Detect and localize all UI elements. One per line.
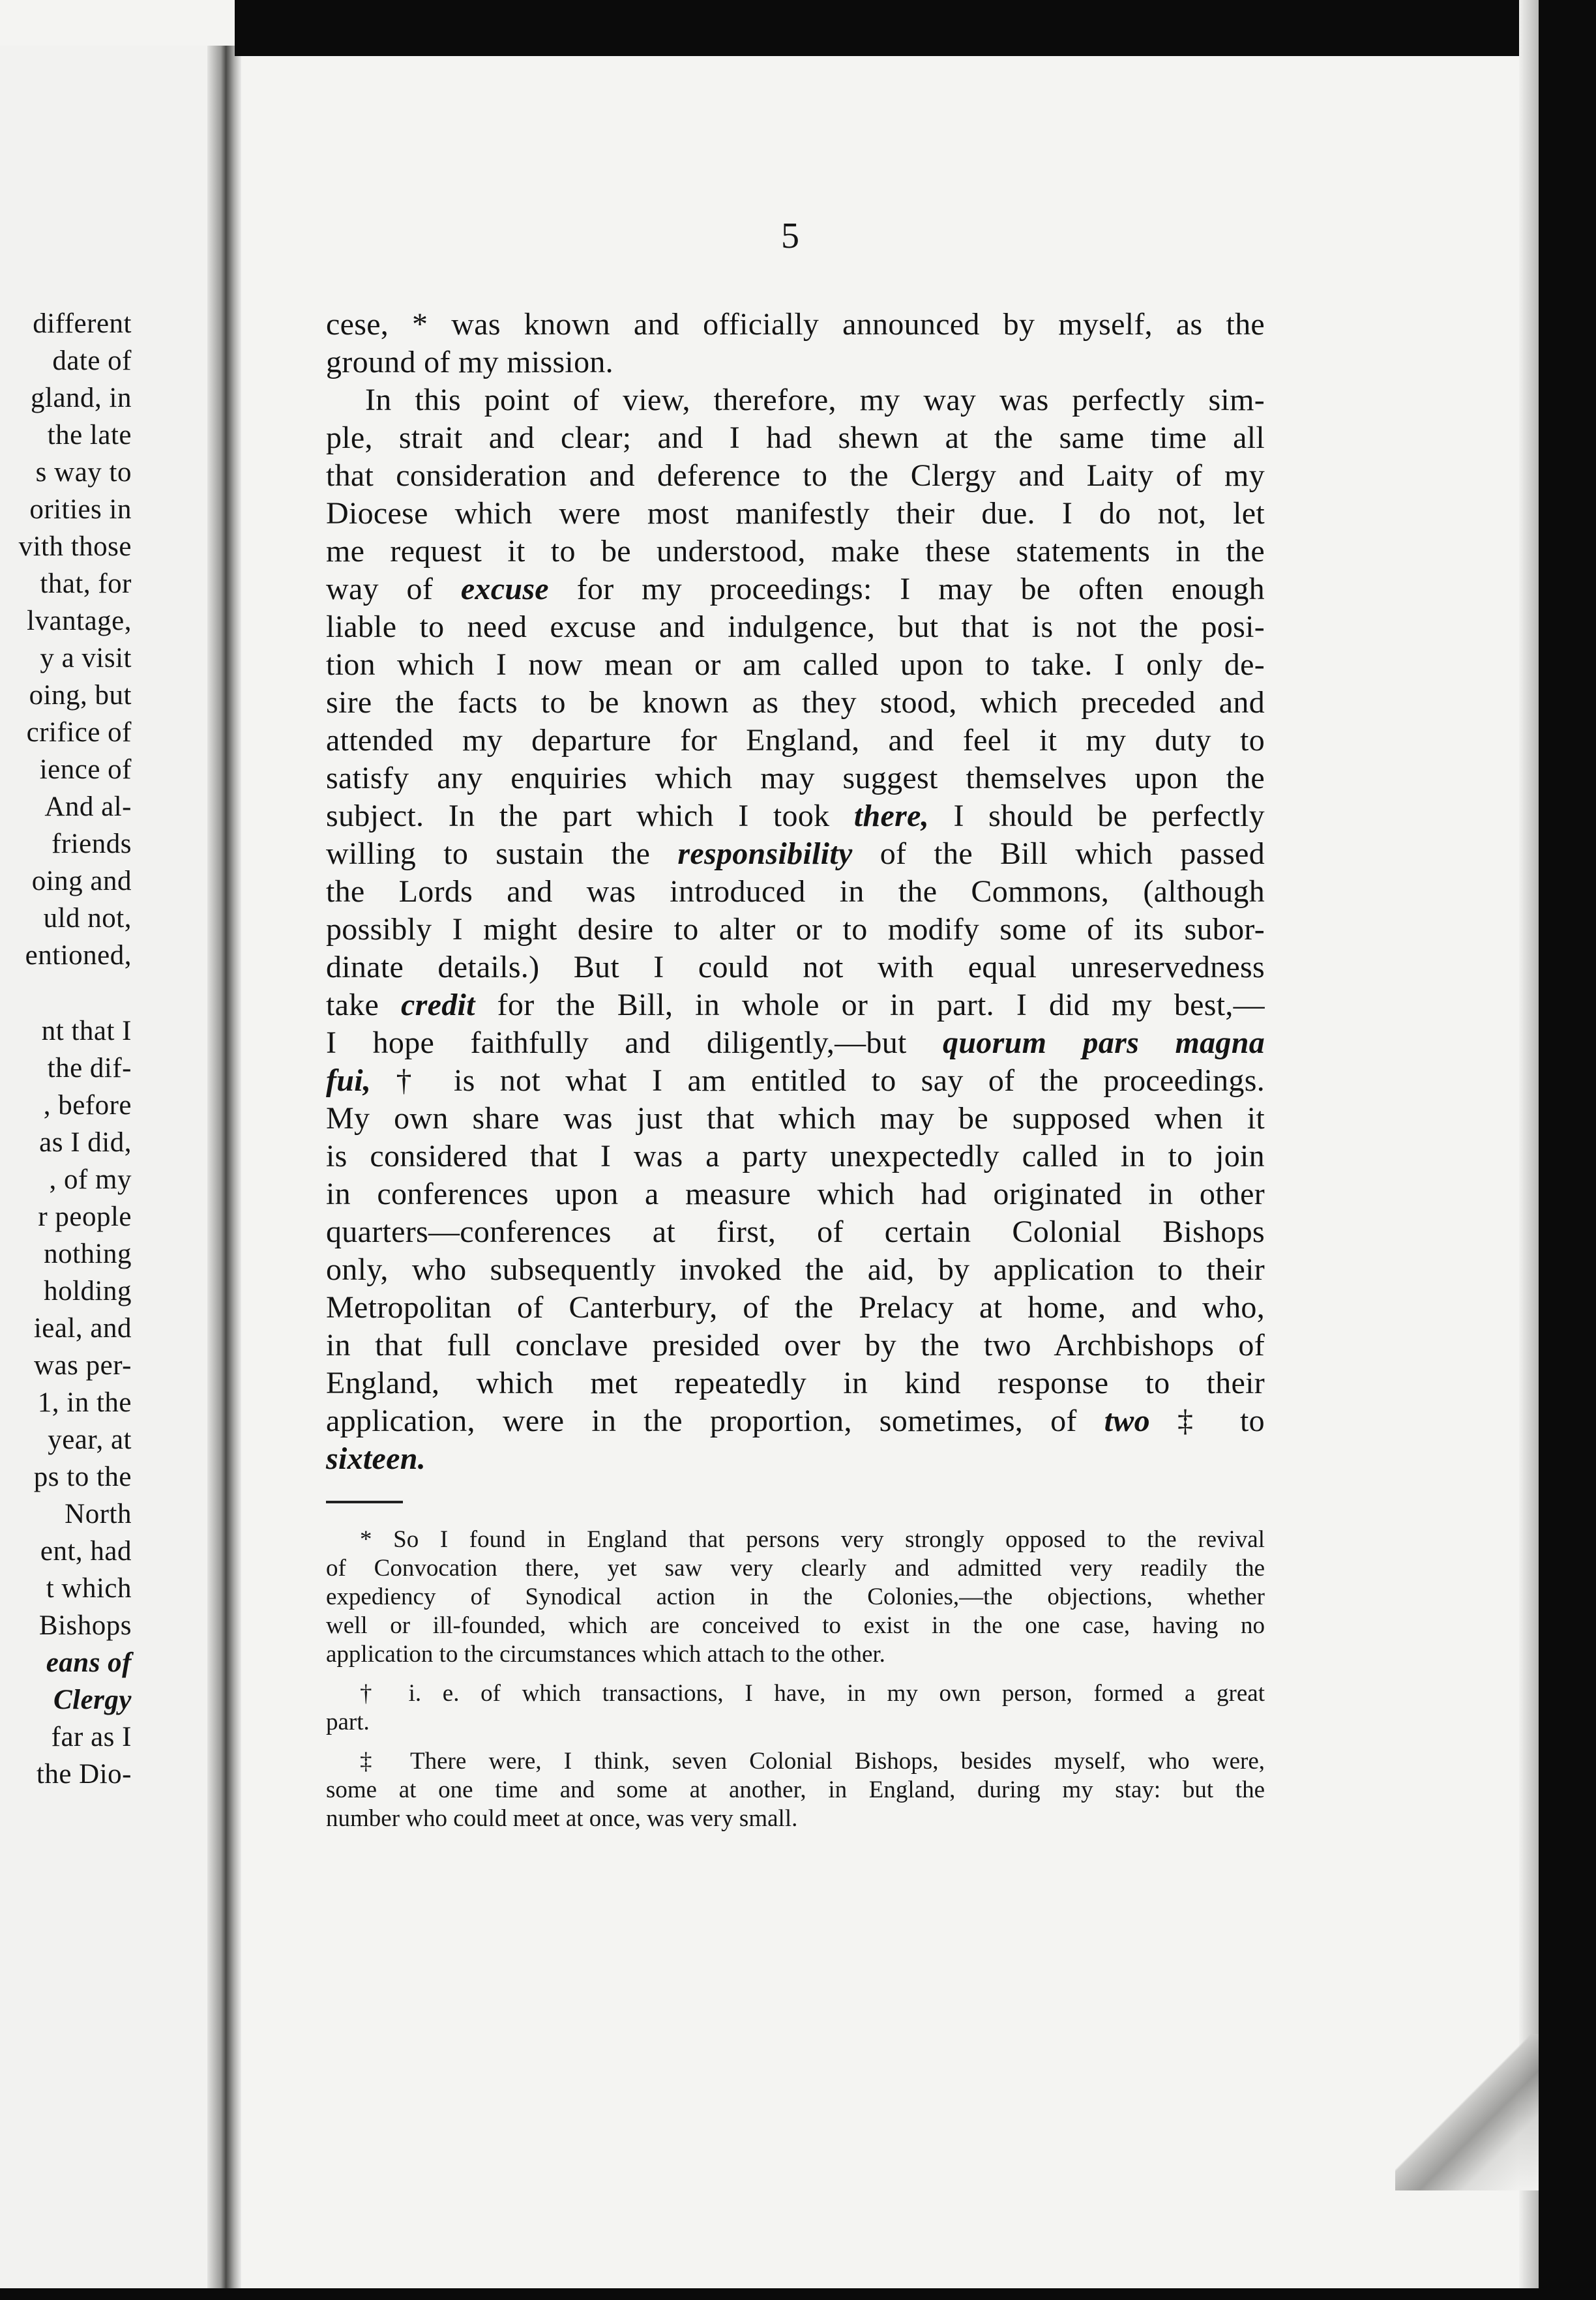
left-fragment: orities in (29, 494, 132, 525)
left-fragment: r people (38, 1202, 132, 1232)
left-fragment: crifice of (26, 717, 132, 748)
italic-emphasis: there, (853, 799, 930, 833)
text-line: cese, * was known and officially announced by myself, as the (326, 307, 1265, 342)
text-line (326, 1403, 1265, 1439)
left-fragment: was per- (34, 1350, 132, 1381)
text-line: satisfy any enquiries which may suggest themselves upon the (326, 761, 1265, 795)
left-fragment: , of my (49, 1164, 132, 1195)
left-fragment: eans of (46, 1647, 132, 1678)
footnote-line: † i. e. of which transactions, I have, in my own person, formed a great (360, 1680, 1265, 1707)
italic-emphasis: two (1104, 1404, 1150, 1438)
left-fragment: , before (43, 1090, 132, 1121)
left-fragment: friends (52, 829, 132, 859)
footnote-line: ‡ There were, I think, seven Colonial Bishops, besides myself, who were, (360, 1748, 1265, 1775)
left-fragment: s way to (35, 457, 132, 488)
text-line (326, 571, 1265, 607)
left-fragment: uld not, (43, 903, 132, 934)
text-line: Diocese which were most manifestly their due. I do not, let (326, 496, 1265, 531)
left-fragment: lvantage, (27, 606, 132, 636)
text-line: liable to need excuse and indulgence, but that is not the posi- (326, 610, 1265, 644)
text-line (326, 987, 1265, 1023)
left-fragment: oing and (31, 866, 132, 896)
footnote-line: some at one time and some at another, in England, during my stay: but the (326, 1777, 1265, 1803)
left-fragment: t which (46, 1573, 132, 1604)
footnote-line: expediency of Synodical action in the Colonies,—the objections, whether (326, 1584, 1265, 1610)
left-fragment: the Dio- (36, 1759, 132, 1790)
footnote-rule (326, 1501, 403, 1503)
text-line (326, 1441, 1265, 1477)
text-line: sire the facts to be known as they stood, which preceded and (326, 685, 1265, 720)
italic-emphasis: excuse (460, 572, 549, 606)
text-line: ground of my mission. (326, 345, 613, 379)
book-gutter (207, 46, 241, 2288)
italic-emphasis: credit (401, 988, 475, 1022)
text-line: attended my departure for England, and feel it my duty to (326, 723, 1265, 758)
left-fragment: ience of (39, 754, 132, 785)
footnote-line: of Convocation there, yet saw very clearly and admitted very readily the (326, 1555, 1265, 1582)
text-line: possibly I might desire to alter or to modify some of its subor- (326, 912, 1265, 947)
text-segment: take (326, 988, 379, 1022)
text-line: dinate details.) But I could not with equal unreservedness (326, 950, 1265, 984)
footnote-line: well or ill-founded, which are conceived to exist in the one case, having no (326, 1612, 1265, 1639)
text-line: England, which met repeatedly in kind response to their (326, 1366, 1265, 1400)
left-fragment: Clergy (53, 1685, 132, 1715)
text-segment: of the Bill which passed (879, 836, 1265, 871)
left-fragment: far as I (51, 1722, 132, 1752)
left-fragment: gland, in (31, 383, 132, 413)
left-fragment: nothing (44, 1239, 132, 1269)
scan-right-border (1539, 0, 1596, 2300)
left-fragment: y a visit (40, 643, 132, 673)
text-line (326, 836, 1265, 872)
left-fragment: North (65, 1499, 132, 1529)
text-line: In this point of view, therefore, my way was perfectly sim- (365, 383, 1265, 417)
italic-emphasis: fui, (326, 1063, 372, 1098)
left-fragment: the late (47, 420, 132, 450)
left-fragment: vith those (18, 531, 132, 562)
text-line: only, who subsequently invoked the aid, by application to their (326, 1252, 1265, 1287)
text-line: My own share was just that which may be supposed when it (326, 1101, 1265, 1136)
text-line: ple, strait and clear; and I had shewn at the same time all (326, 420, 1265, 455)
left-fragment: ieal, and (33, 1313, 132, 1344)
text-segment: subject. In the part which I took (326, 799, 830, 833)
footnote-line: number who could meet at once, was very small. (326, 1805, 798, 1832)
footnote-line: application to the circumstances which attach to the other. (326, 1641, 885, 1668)
text-line (326, 798, 1265, 834)
text-line: Metropolitan of Canterbury, of the Prelacy at home, and who, (326, 1290, 1265, 1325)
left-fragment: the dif- (47, 1053, 132, 1084)
left-fragment: ent, had (40, 1536, 132, 1567)
italic-emphasis: responsibility (677, 836, 853, 871)
scan-bottom-border (0, 2288, 1596, 2300)
footnote-line: part. (326, 1709, 370, 1735)
left-fragment: And al- (44, 791, 132, 822)
text-line: tion which I now mean or am called upon to take. I only de- (326, 647, 1265, 682)
scan-top-border (235, 0, 1539, 56)
left-fragment: date of (52, 346, 132, 376)
footnote-line: * So I found in England that persons very strongly opposed to the revival (360, 1526, 1265, 1553)
text-segment: for the Bill, in whole or in part. I did my best,— (497, 988, 1265, 1022)
left-fragment: entioned, (25, 940, 132, 971)
text-segment: application, were in the proportion, sometimes, of (326, 1404, 1077, 1438)
left-fragment: holding (44, 1276, 132, 1306)
text-line: quarters—conferences at first, of certain Colonial Bishops (326, 1215, 1265, 1249)
text-line: the Lords and was introduced in the Commons, (although (326, 874, 1265, 909)
text-line: is considered that I was a party unexpectedly called in to join (326, 1139, 1265, 1173)
left-fragment: 1, in the (37, 1387, 132, 1418)
text-line: in conferences upon a measure which had originated in other (326, 1177, 1265, 1211)
left-fragment: ps to the (33, 1462, 132, 1492)
text-segment: for my proceedings: I may be often enough (576, 572, 1265, 606)
text-segment: ‡ to (1177, 1404, 1265, 1438)
left-fragment: oing, but (29, 680, 132, 711)
text-segment: I hope faithfully and diligently,—but (326, 1025, 907, 1060)
left-fragment: that, for (40, 568, 132, 599)
text-line: that consideration and deference to the Clergy and Laity of my (326, 458, 1265, 493)
left-fragment: different (33, 308, 132, 339)
text-line (326, 1063, 1265, 1098)
left-fragment: nt that I (41, 1016, 132, 1046)
left-fragment: as I did, (39, 1127, 132, 1158)
text-line: me request it to be understood, make these statements in the (326, 534, 1265, 568)
italic-emphasis: sixteen. (326, 1441, 426, 1476)
text-segment: way of (326, 572, 434, 606)
left-fragment: year, at (48, 1424, 132, 1455)
page-edge-shadow (1519, 0, 1539, 2300)
page-corner-curl (1395, 2034, 1539, 2190)
text-segment: † is not what I am entitled to say of the proceedings. (396, 1063, 1265, 1098)
text-line (326, 1025, 1265, 1061)
text-line: in that full conclave presided over by the two Archbishops of (326, 1328, 1265, 1363)
page-number: 5 (781, 216, 799, 256)
text-segment: willing to sustain the (326, 836, 651, 871)
italic-emphasis: quorum pars magna (943, 1025, 1265, 1060)
text-segment: I should be perfectly (953, 799, 1265, 833)
left-fragment: Bishops (38, 1610, 132, 1641)
